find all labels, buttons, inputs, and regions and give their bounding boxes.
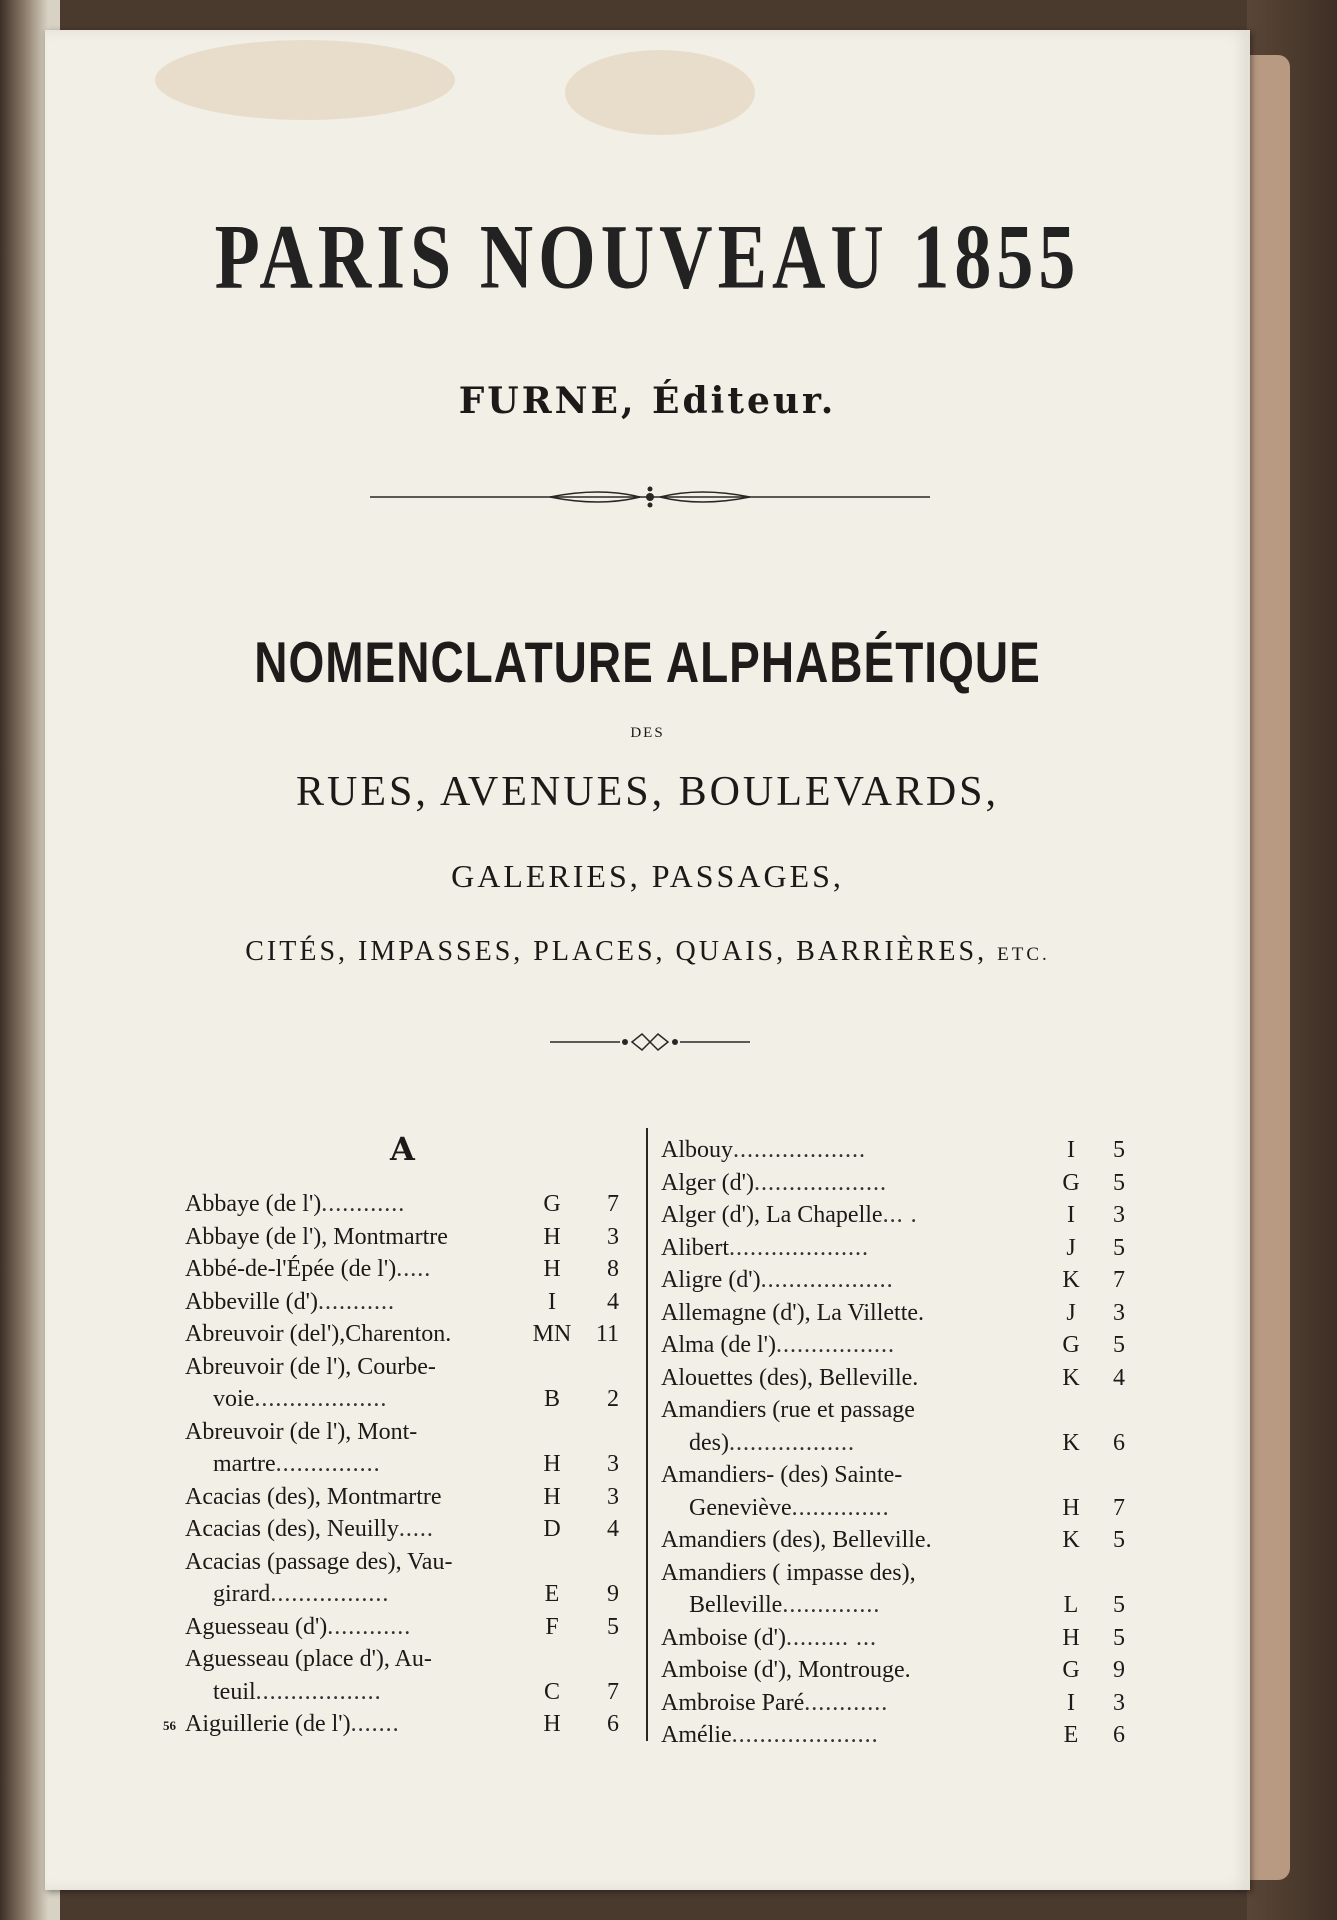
entry-name-text: Abreuvoir (del'),Charenton. [185,1321,452,1347]
index-entry [661,1459,1131,1492]
grid-letter: H [543,1451,561,1477]
grid-letter: L [1063,1592,1079,1618]
grid-letter: H [1062,1624,1080,1651]
index-entry [661,1264,1131,1297]
grid-number: 5 [1113,1169,1125,1196]
subtitle-line-3-text: CITÉS, IMPASSES, PLACES, QUAIS, BARRIÈRES, [245,936,988,967]
grid-letter: G [1062,1169,1080,1196]
grid-number: 7 [607,1191,619,1217]
grid-letter: G [543,1191,561,1217]
entry-name-text: Abreuvoir (de l'), Mont- [185,1418,418,1445]
entry-leader-dots: ................. [775,1332,895,1358]
subtitle-line-1: RUES, AVENUES, BOULEVARDS, [295,769,1000,815]
entry-leader-dots: ................... [760,1267,894,1293]
index-entry [185,1676,635,1709]
grid-number: 5 [607,1613,619,1640]
section-heading: NOMENCLATURE ALPHABÉTIQUE [254,629,1041,695]
entry-leader-dots: ................... [753,1169,887,1196]
grid-letter: G [1062,1332,1080,1358]
entry-name [661,1459,902,1491]
entry-name [213,1383,387,1415]
grid-letter: C [543,1678,560,1705]
entry-leader-dots: ............ [804,1689,889,1716]
index-entry [185,1481,635,1514]
grid-number: 7 [1113,1267,1125,1293]
grid-letter: K [1062,1429,1080,1456]
grid-letter: H [543,1223,561,1250]
paper-stain [565,50,755,135]
grid-number: 8 [607,1256,619,1282]
grid-letter: E [1063,1722,1079,1748]
index-entry [185,1286,635,1319]
grid-letter: I [1067,1137,1075,1163]
index-entry [163,1708,635,1741]
grid-number: 4 [607,1288,619,1315]
entry-name-text: Acacias (des), Montmartre [185,1483,442,1510]
grid-number: 4 [1113,1364,1125,1391]
entry-name-text: Abbé-de-l'Épée (de l') [185,1256,397,1282]
index-entry [661,1622,1131,1655]
index-entry [185,1611,635,1644]
entry-name [689,1589,880,1621]
index-entry [661,1492,1131,1525]
entry-leader-dots: ............... [275,1451,381,1477]
grid-letter: K [1062,1364,1080,1391]
entry-name-text: Alibert [661,1234,729,1261]
entry-name [661,1362,918,1394]
subtitle-line-2: GALERIES, PASSAGES, [451,858,844,894]
entry-leader-dots: ................... [254,1386,388,1412]
grid-number: 5 [1113,1234,1125,1261]
entry-name-text: Acacias (passage des), Vau- [185,1548,453,1575]
entry-name [185,1513,434,1545]
grid-number: 3 [1113,1202,1125,1228]
grid-number: 9 [607,1581,619,1607]
paper-stain [155,40,455,120]
right-column [661,1134,1131,1752]
grid-letter: I [548,1288,556,1315]
grid-letter: D [543,1516,561,1542]
entry-name [213,1448,381,1480]
subtitle-etc: ETC. [997,944,1050,965]
index-entry [185,1578,635,1611]
entry-name-text: Amandiers (des), Belleville. [661,1527,932,1553]
grid-number: 5 [1113,1624,1125,1651]
index-entry [185,1351,635,1384]
grid-number: 9 [1113,1657,1125,1683]
grid-letter: E [544,1581,560,1607]
entry-leader-dots: ... . [882,1202,918,1228]
entry-name-text: Aiguillerie (de l') [185,1711,351,1737]
entry-name [661,1524,932,1556]
index-entry [185,1253,635,1286]
entry-name-text: Geneviève [689,1494,792,1521]
index-entry [661,1719,1131,1752]
entry-name-text: martre [213,1451,276,1477]
entry-name [661,1654,911,1686]
grid-letter: F [545,1613,559,1640]
entry-leader-dots: ....... [350,1711,400,1737]
entry-name [689,1492,890,1524]
entry-name [661,1167,887,1199]
entry-leader-dots: .............. [782,1592,881,1618]
entry-name-text: Acacias (des), Neuilly [185,1516,399,1542]
grid-number: 3 [607,1223,619,1250]
entry-leader-dots: .................... [728,1234,869,1261]
grid-letter: H [1062,1494,1080,1521]
entry-leader-dots: ......... ... [785,1624,877,1651]
entry-name [661,1557,916,1589]
entry-name-text: Aguesseau (place d'), Au- [185,1646,432,1672]
entry-name [185,1481,442,1513]
grid-number: 5 [1113,1137,1125,1163]
publisher-line: FURNE, Éditeur. [458,380,837,422]
subtitle-line-3 [45,936,1250,968]
entry-name-text: Amandiers (rue et passage [661,1397,915,1423]
index-entry [661,1589,1131,1622]
grid-letter: H [543,1256,561,1282]
grid-number: 2 [607,1386,619,1412]
grid-number: 4 [607,1516,619,1542]
entry-name [661,1394,915,1426]
book-page [45,30,1250,1890]
index-entry [185,1416,635,1449]
entry-name [661,1687,888,1719]
entry-name-text: Amboise (d'), Montrouge. [661,1657,911,1683]
index-entry [661,1524,1131,1557]
index-entry [185,1188,635,1221]
grid-number: 7 [1113,1494,1125,1521]
ornament-rule-bottom [550,1030,750,1054]
entry-leader-dots: .................. [728,1429,855,1456]
index-entry [661,1167,1131,1200]
grid-number: 5 [1113,1527,1125,1553]
entry-name-text: Amandiers ( impasse des), [661,1559,916,1586]
entry-name [185,1188,405,1220]
index-entry [185,1221,635,1254]
grid-number: 5 [1113,1332,1125,1358]
entry-name [661,1622,877,1654]
entry-name-text: Aligre (d') [661,1267,761,1293]
entry-leader-dots: ................... [733,1137,866,1163]
entry-leader-dots: ........... [317,1288,395,1315]
entry-name [185,1253,431,1285]
entry-name [185,1286,395,1318]
entry-name [185,1318,451,1350]
index-entry [185,1383,635,1416]
entry-leader-dots: .............. [791,1494,890,1521]
entry-name-text: Ambroise Paré [661,1689,805,1716]
entry-name [213,1578,389,1610]
page-mark: 56 [163,1718,176,1733]
entry-name-text: Alger (d'), La Chapelle [661,1202,883,1228]
entry-name [185,1416,417,1448]
entry-leader-dots: ..... [396,1256,432,1282]
index-entry [661,1557,1131,1590]
entry-leader-dots: ..... [398,1516,434,1542]
index-entry [185,1448,635,1481]
grid-letter: J [1066,1299,1076,1326]
entry-name [661,1134,866,1166]
index-entry [661,1427,1131,1460]
entry-name-text: girard [213,1581,271,1607]
entry-name [661,1329,895,1361]
grid-number: 6 [1113,1722,1125,1748]
index-entry [185,1643,635,1676]
index-entry [661,1199,1131,1232]
entry-name [185,1611,411,1643]
entry-leader-dots: .................. [255,1678,382,1705]
index-entry [661,1329,1131,1362]
entry-name-text: Abbaye (de l') [185,1191,322,1217]
heading-connector: DES [630,725,665,741]
index-entry [661,1297,1131,1330]
entry-name [213,1676,382,1708]
index-entry [661,1394,1131,1427]
entry-name-text: Amandiers- (des) Sainte- [661,1462,903,1488]
index-entry [661,1654,1131,1687]
entry-name [185,1351,436,1383]
grid-letter: K [1062,1267,1080,1293]
index-entry [185,1318,635,1351]
entry-leader-dots: ............ [327,1613,412,1640]
grid-letter: H [543,1483,561,1510]
grid-number: 7 [607,1678,619,1705]
entry-name-text: Amboise (d') [661,1624,786,1651]
grid-number: 3 [1113,1299,1125,1326]
grid-letter: I [1067,1689,1075,1716]
index-entry [661,1687,1131,1720]
grid-number: 3 [1113,1689,1125,1716]
grid-number: 5 [1113,1592,1125,1618]
entry-name [661,1264,894,1296]
entry-name [185,1708,400,1740]
section-letter: A [390,1130,415,1168]
entry-name-text: Alma (de l') [661,1332,776,1358]
grid-number: 3 [607,1483,619,1510]
entry-name-text: Aguesseau (d') [185,1613,328,1640]
entry-leader-dots: ............ [321,1191,406,1217]
grid-letter: B [543,1386,560,1412]
index-entry [661,1232,1131,1265]
entry-name [661,1297,924,1329]
entry-name-text: Albouy [661,1137,733,1163]
entry-name [661,1199,918,1231]
entry-name-text: Belleville [689,1592,783,1618]
entry-name [689,1427,855,1459]
ornament-rule-top [370,485,930,509]
grid-letter: I [1067,1202,1075,1228]
grid-number: 6 [1113,1429,1125,1456]
grid-number: 11 [595,1321,619,1347]
page-title: PARIS NOUVEAU 1855 [214,206,1081,309]
index-entry [661,1134,1131,1167]
grid-letter: K [1062,1527,1080,1553]
entry-name [185,1643,432,1675]
index-entry [661,1362,1131,1395]
entry-name [661,1719,879,1751]
column-divider [646,1128,648,1741]
grid-letter: J [1066,1234,1076,1261]
entry-leader-dots: ................. [270,1581,390,1607]
grid-letter: MN [532,1321,572,1347]
grid-letter: H [543,1711,561,1737]
grid-number: 3 [607,1451,619,1477]
index-entry [185,1513,635,1546]
left-column [163,1188,635,1741]
entry-name-text: Alger (d') [661,1169,754,1196]
entry-name-text: teuil [213,1678,256,1705]
entry-name [661,1232,869,1264]
entry-leader-dots: ..................... [731,1722,879,1748]
grid-number: 6 [607,1711,619,1737]
entry-name-text: voie [213,1386,255,1412]
entry-name [185,1546,452,1578]
entry-name [185,1221,448,1253]
grid-letter: G [1062,1657,1080,1683]
entry-name-text: des) [689,1429,729,1456]
entry-name-text: Abbeville (d') [185,1288,318,1315]
entry-name-text: Abreuvoir (de l'), Courbe- [185,1353,436,1380]
entry-name-text: Abbaye (de l'), Montmartre [185,1223,448,1250]
entry-name-text: Amélie [661,1722,732,1748]
entry-name-text: Alouettes (des), Belleville. [661,1364,919,1391]
index-entry [185,1546,635,1579]
entry-name-text: Allemagne (d'), La Villette. [661,1299,925,1326]
